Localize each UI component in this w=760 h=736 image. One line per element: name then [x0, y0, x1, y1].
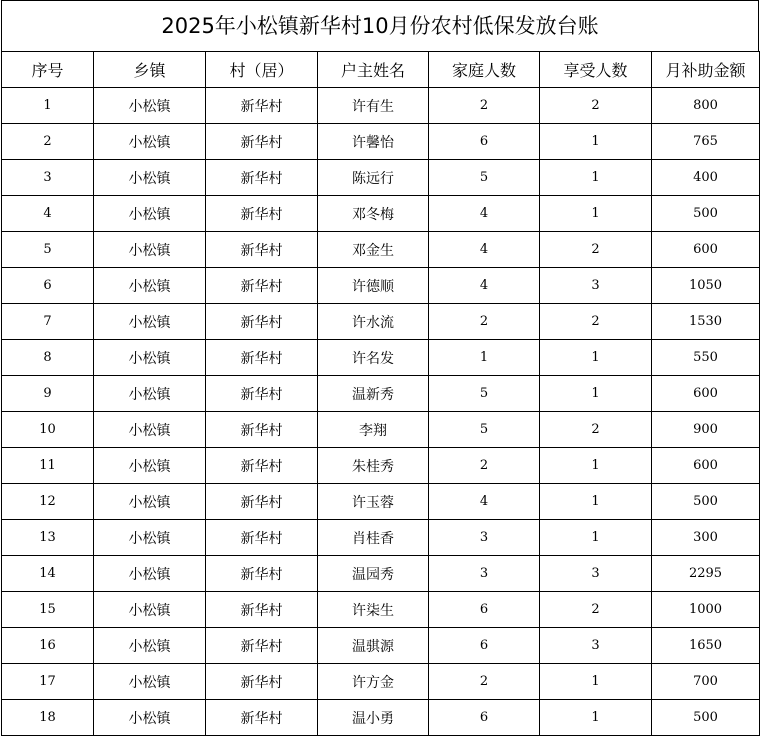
cell-monthly-subsidy: 600: [652, 232, 760, 268]
table-row: [2, 520, 760, 556]
cell-householder: 许柒生: [318, 592, 429, 628]
cell-family-size: 5: [429, 376, 540, 412]
cell-beneficiaries: 1: [540, 700, 652, 736]
cell-monthly-subsidy: 600: [652, 448, 760, 484]
cell-township: 小松镇: [94, 700, 206, 736]
cell-village: 新华村: [206, 340, 318, 376]
cell-index: 10: [2, 412, 94, 448]
header-index: 序号: [2, 52, 94, 88]
table-row: [2, 700, 760, 736]
header-beneficiaries: 享受人数: [540, 52, 652, 88]
cell-beneficiaries: 1: [540, 124, 652, 160]
cell-monthly-subsidy: 500: [652, 196, 760, 232]
cell-family-size: 4: [429, 196, 540, 232]
cell-village: 新华村: [206, 592, 318, 628]
cell-index: 4: [2, 196, 94, 232]
cell-township: 小松镇: [94, 448, 206, 484]
cell-township: 小松镇: [94, 124, 206, 160]
cell-township: 小松镇: [94, 376, 206, 412]
cell-householder: 邓冬梅: [318, 196, 429, 232]
cell-index: 15: [2, 592, 94, 628]
header-township: 乡镇: [94, 52, 206, 88]
cell-monthly-subsidy: 1650: [652, 628, 760, 664]
cell-index: 7: [2, 304, 94, 340]
cell-village: 新华村: [206, 520, 318, 556]
table-row: [2, 556, 760, 592]
cell-monthly-subsidy: 550: [652, 340, 760, 376]
cell-village: 新华村: [206, 628, 318, 664]
cell-monthly-subsidy: 765: [652, 124, 760, 160]
cell-beneficiaries: 1: [540, 376, 652, 412]
cell-beneficiaries: 1: [540, 664, 652, 700]
cell-village: 新华村: [206, 196, 318, 232]
table-row: [2, 304, 760, 340]
cell-householder: 许玉蓉: [318, 484, 429, 520]
cell-index: 18: [2, 700, 94, 736]
table-row: [2, 376, 760, 412]
cell-beneficiaries: 3: [540, 628, 652, 664]
cell-monthly-subsidy: 700: [652, 664, 760, 700]
table-row: [2, 88, 760, 124]
cell-family-size: 6: [429, 700, 540, 736]
cell-beneficiaries: 1: [540, 448, 652, 484]
cell-householder: 肖桂香: [318, 520, 429, 556]
cell-beneficiaries: 2: [540, 412, 652, 448]
cell-family-size: 4: [429, 484, 540, 520]
cell-township: 小松镇: [94, 628, 206, 664]
cell-index: 8: [2, 340, 94, 376]
cell-township: 小松镇: [94, 268, 206, 304]
table-row: [2, 340, 760, 376]
header-householder: 户主姓名: [318, 52, 429, 88]
cell-family-size: 5: [429, 412, 540, 448]
header-village: 村（居）: [206, 52, 318, 88]
table-row: [2, 664, 760, 700]
cell-beneficiaries: 2: [540, 88, 652, 124]
cell-householder: 许馨怡: [318, 124, 429, 160]
cell-index: 2: [2, 124, 94, 160]
cell-family-size: 3: [429, 520, 540, 556]
cell-village: 新华村: [206, 700, 318, 736]
cell-township: 小松镇: [94, 340, 206, 376]
cell-village: 新华村: [206, 160, 318, 196]
cell-monthly-subsidy: 1000: [652, 592, 760, 628]
cell-township: 小松镇: [94, 592, 206, 628]
cell-index: 11: [2, 448, 94, 484]
cell-monthly-subsidy: 500: [652, 700, 760, 736]
cell-householder: 许有生: [318, 88, 429, 124]
cell-index: 5: [2, 232, 94, 268]
cell-monthly-subsidy: 800: [652, 88, 760, 124]
cell-village: 新华村: [206, 268, 318, 304]
table-row: [2, 628, 760, 664]
cell-family-size: 2: [429, 304, 540, 340]
cell-township: 小松镇: [94, 664, 206, 700]
cell-monthly-subsidy: 2295: [652, 556, 760, 592]
cell-village: 新华村: [206, 376, 318, 412]
cell-village: 新华村: [206, 88, 318, 124]
table-row: [2, 448, 760, 484]
cell-householder: 温小勇: [318, 700, 429, 736]
cell-beneficiaries: 1: [540, 484, 652, 520]
header-monthly-subsidy: 月补助金额: [652, 52, 760, 88]
cell-village: 新华村: [206, 304, 318, 340]
cell-index: 3: [2, 160, 94, 196]
cell-index: 12: [2, 484, 94, 520]
cell-beneficiaries: 2: [540, 304, 652, 340]
cell-family-size: 1: [429, 340, 540, 376]
cell-householder: 温骐源: [318, 628, 429, 664]
cell-monthly-subsidy: 600: [652, 376, 760, 412]
cell-township: 小松镇: [94, 88, 206, 124]
cell-village: 新华村: [206, 484, 318, 520]
cell-householder: 陈远行: [318, 160, 429, 196]
table-row: [2, 268, 760, 304]
cell-family-size: 2: [429, 88, 540, 124]
cell-village: 新华村: [206, 412, 318, 448]
cell-village: 新华村: [206, 556, 318, 592]
cell-beneficiaries: 1: [540, 340, 652, 376]
table-row: [2, 412, 760, 448]
table-row: [2, 484, 760, 520]
cell-village: 新华村: [206, 232, 318, 268]
cell-township: 小松镇: [94, 520, 206, 556]
sheet-title: 2025年小松镇新华村10月份农村低保发放台账: [1, 0, 759, 51]
ledger-table: [1, 51, 760, 736]
cell-householder: 许德顺: [318, 268, 429, 304]
table-row: [2, 124, 760, 160]
cell-family-size: 2: [429, 664, 540, 700]
table-row: [2, 232, 760, 268]
cell-index: 1: [2, 88, 94, 124]
cell-beneficiaries: 1: [540, 196, 652, 232]
cell-family-size: 2: [429, 448, 540, 484]
cell-monthly-subsidy: 400: [652, 160, 760, 196]
cell-family-size: 4: [429, 268, 540, 304]
cell-beneficiaries: 1: [540, 520, 652, 556]
cell-village: 新华村: [206, 664, 318, 700]
cell-beneficiaries: 3: [540, 556, 652, 592]
cell-family-size: 5: [429, 160, 540, 196]
cell-family-size: 6: [429, 592, 540, 628]
cell-monthly-subsidy: 300: [652, 520, 760, 556]
header-row: [2, 52, 760, 88]
cell-index: 17: [2, 664, 94, 700]
table-row: [2, 196, 760, 232]
cell-family-size: 6: [429, 628, 540, 664]
table-row: [2, 592, 760, 628]
cell-village: 新华村: [206, 124, 318, 160]
ledger-body: [2, 88, 760, 736]
cell-index: 14: [2, 556, 94, 592]
cell-householder: 李翔: [318, 412, 429, 448]
cell-monthly-subsidy: 1530: [652, 304, 760, 340]
cell-householder: 邓金生: [318, 232, 429, 268]
cell-beneficiaries: 3: [540, 268, 652, 304]
cell-index: 13: [2, 520, 94, 556]
cell-family-size: 4: [429, 232, 540, 268]
cell-index: 6: [2, 268, 94, 304]
table-row: [2, 160, 760, 196]
cell-householder: 朱桂秀: [318, 448, 429, 484]
cell-householder: 温新秀: [318, 376, 429, 412]
cell-township: 小松镇: [94, 304, 206, 340]
cell-monthly-subsidy: 900: [652, 412, 760, 448]
cell-beneficiaries: 1: [540, 160, 652, 196]
cell-beneficiaries: 2: [540, 232, 652, 268]
header-family-size: 家庭人数: [429, 52, 540, 88]
cell-monthly-subsidy: 1050: [652, 268, 760, 304]
cell-township: 小松镇: [94, 160, 206, 196]
cell-monthly-subsidy: 500: [652, 484, 760, 520]
cell-family-size: 3: [429, 556, 540, 592]
cell-township: 小松镇: [94, 232, 206, 268]
cell-index: 16: [2, 628, 94, 664]
cell-township: 小松镇: [94, 556, 206, 592]
cell-township: 小松镇: [94, 484, 206, 520]
cell-householder: 许水流: [318, 304, 429, 340]
cell-township: 小松镇: [94, 196, 206, 232]
cell-householder: 温园秀: [318, 556, 429, 592]
cell-householder: 许方金: [318, 664, 429, 700]
cell-beneficiaries: 2: [540, 592, 652, 628]
cell-township: 小松镇: [94, 412, 206, 448]
cell-family-size: 6: [429, 124, 540, 160]
cell-index: 9: [2, 376, 94, 412]
cell-village: 新华村: [206, 448, 318, 484]
cell-householder: 许名发: [318, 340, 429, 376]
